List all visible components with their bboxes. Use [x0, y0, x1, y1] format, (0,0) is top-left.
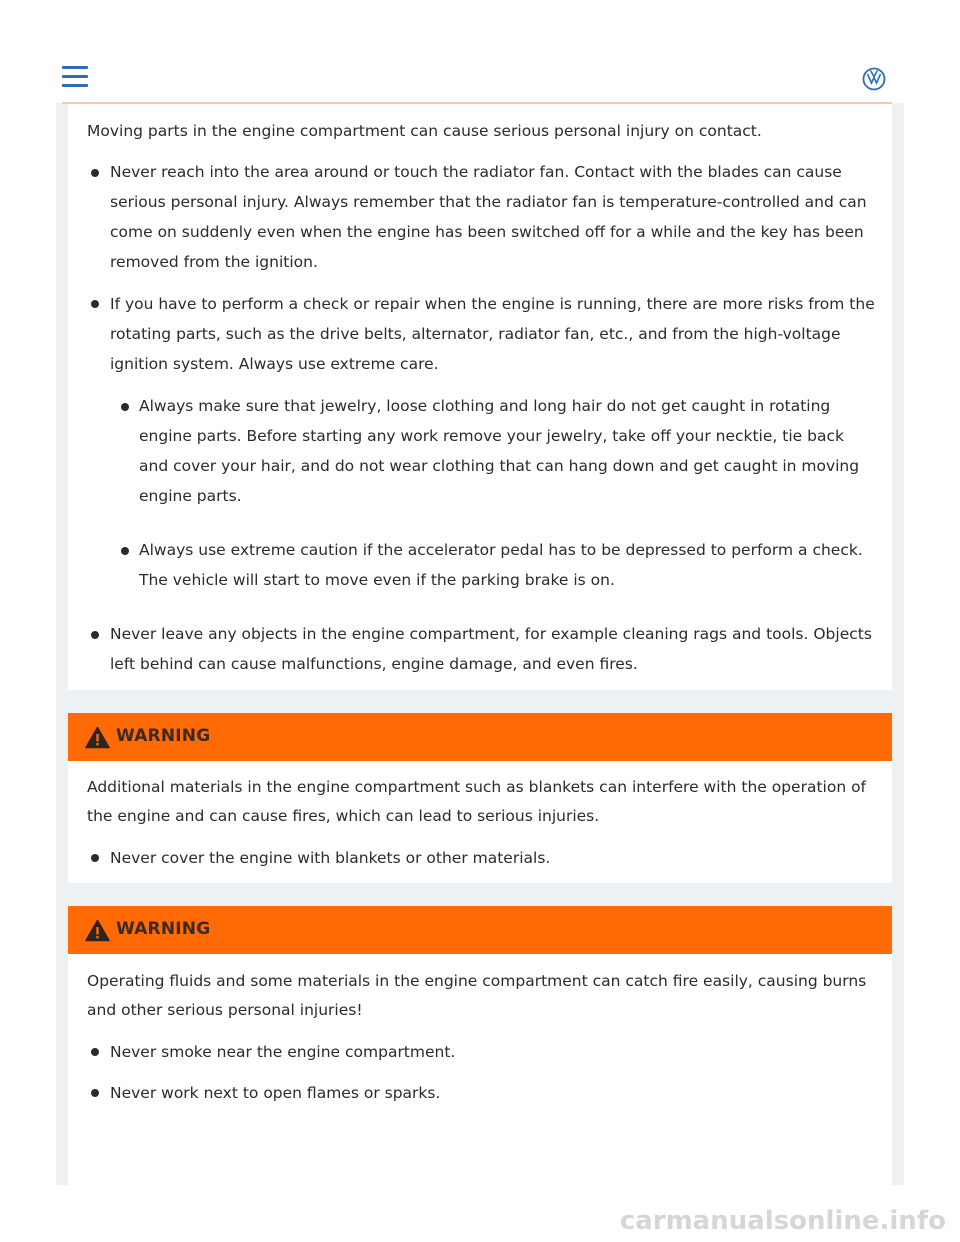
list-item: If you have to perform a check or repair when the engine is running, there are more risks from the rotating parts, such as the drive belts, alternator, radiator fan, etc., and from the high-voltage ignition system. Always use extreme care. [110, 295, 875, 373]
bullet-dot [91, 1048, 99, 1056]
bullet-dot [91, 854, 99, 862]
top-bar [0, 0, 960, 103]
warning-lead-text: Additional materials in the engine compartment such as blankets can interfere with the operation of the engine and can cause fires, which can lead to serious injuries. [87, 778, 867, 825]
watermark: carmanualsonline.info [619, 1206, 946, 1236]
section-lead-text: Moving parts in the engine compartment can cause serious personal injury on contact. [87, 122, 762, 140]
list-item: Never leave any objects in the engine compartment, for example cleaning rags and tools. Objects left behind can cause malfunctions, engine damage, and even fires. [110, 625, 872, 673]
bullet-dot [91, 1089, 99, 1097]
list-item: Never cover the engine with blankets or other materials. [110, 849, 551, 867]
bullet-dot [121, 403, 129, 411]
list-item: Never work next to open flames or sparks. [110, 1084, 441, 1102]
warning-triangle-icon [85, 726, 110, 749]
warning-triangle-icon [85, 919, 110, 942]
warning-label: WARNING [116, 726, 211, 746]
bullet-dot [91, 631, 99, 639]
sub-list-item: Always use extreme caution if the accelerator pedal has to be depressed to perform a check. The vehicle will start to move even if the parking brake is on. [139, 541, 863, 589]
bullet-dot [91, 169, 99, 177]
list-item: Never smoke near the engine compartment. [110, 1043, 456, 1061]
warning-header [68, 713, 892, 761]
warning-header [68, 906, 892, 954]
sub-list-item: Always make sure that jewelry, loose clothing and long hair do not get caught in rotating engine parts. Before starting any work remove your jewelry, take off your necktie, tie back and cover your hair, and do not wear clothing that can hang down and get caught in moving engine parts. [139, 397, 860, 505]
footer [0, 1185, 960, 1242]
vw-logo-icon[interactable] [862, 67, 886, 91]
list-item: Never reach into the area around or touch the radiator fan. Contact with the blades can cause serious personal injury. Always remember that the radiator fan is temperature-controlled and can come on suddenly even when the engine has been switched off for a while and the key has been removed from the ignition. [110, 163, 867, 271]
hamburger-menu-icon[interactable] [62, 66, 88, 88]
warning-label: WARNING [116, 919, 211, 939]
bullet-dot [121, 547, 129, 555]
bullet-dot [91, 300, 99, 308]
warning-lead-text: Operating fluids and some materials in the engine compartment can catch fire easily, causing burns and other serious personal injuries! [87, 972, 867, 1019]
